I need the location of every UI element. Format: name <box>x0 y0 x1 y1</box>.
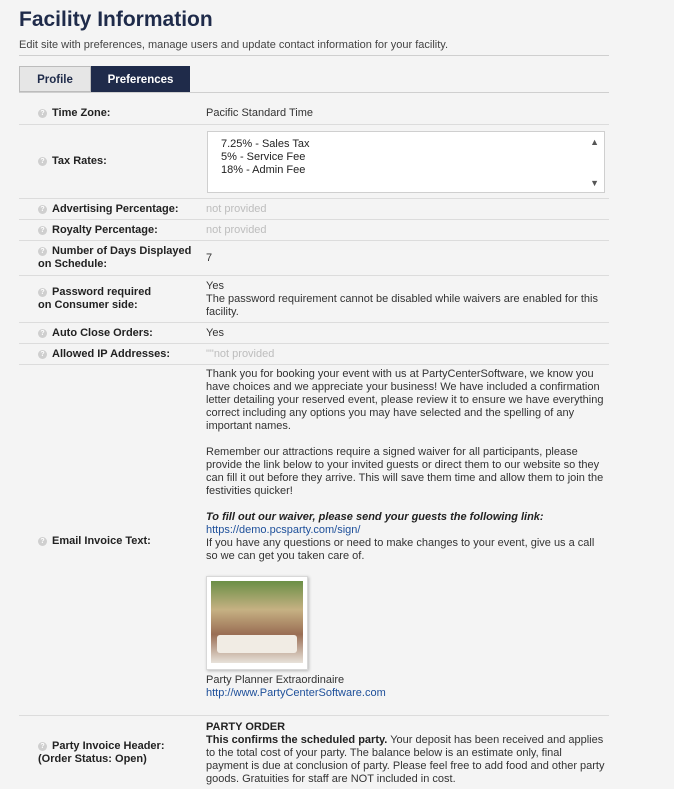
auto-close-value: Yes <box>206 327 224 339</box>
row-label: ? Tax Rates: <box>38 155 198 168</box>
help-icon[interactable]: ? <box>38 537 47 546</box>
row-label: ? Party Invoice Header: (Order Status: Open) <box>38 740 165 765</box>
tab-divider <box>19 92 609 93</box>
tax-rates-lines <box>221 138 309 177</box>
party-photo <box>206 576 308 670</box>
row-label: ? Number of Days Displayed on Schedule: <box>38 245 192 270</box>
row-label: ? Allowed IP Addresses: <box>38 348 198 361</box>
time-zone-value: Pacific Standard Time <box>206 107 313 119</box>
tax-rate-item: 7.25% - Sales Tax <box>221 138 310 150</box>
email-invoice-body <box>206 368 606 700</box>
tax-rate-item: 18% - Admin Fee <box>221 164 306 176</box>
help-icon[interactable]: ? <box>38 205 47 214</box>
allowed-ip-value: ""not provided <box>206 348 275 360</box>
tax-rates-listbox[interactable] <box>207 131 605 193</box>
row-auto-close-orders <box>19 323 609 344</box>
row-label: ? Advertising Percentage: <box>38 203 198 216</box>
help-icon[interactable]: ? <box>38 350 47 359</box>
tab-profile[interactable]: Profile <box>19 66 91 92</box>
row-days-displayed <box>19 241 609 276</box>
row-password-required <box>19 276 609 323</box>
help-icon[interactable]: ? <box>38 226 47 235</box>
password-value: Yes The password requirement cannot be disabled while waivers are enabled for this facility. <box>206 280 606 319</box>
advertising-value: not provided <box>206 203 267 215</box>
row-email-invoice-text <box>19 365 609 716</box>
row-label: ? Royalty Percentage: <box>38 224 198 237</box>
password-note: The password requirement cannot be disabled while waivers are enabled for this facility. <box>206 293 598 318</box>
help-icon[interactable]: ? <box>38 742 47 751</box>
scroll-up-icon[interactable]: ▲ <box>590 137 599 147</box>
email-paragraph: Remember our attractions require a signed waiver for all participants, please provide the link below to your invited guests or direct them to our website so they can fill it out before they arrive. This will save them time and allow them to join the festivities quicker! <box>206 446 604 497</box>
row-label: ? Auto Close Orders: <box>38 327 198 340</box>
signature-link[interactable]: http://www.PartyCenterSoftware.com <box>206 687 386 699</box>
party-invoice-body: PARTY ORDER This confirms the scheduled party. Your deposit has been received and applies to the total cost of your party. The balance below is an estimate only, final payment is due at conclusion of party. Please feel free to add food and other party goods. Gratuities for staff are NOT included in cost. <box>206 721 605 785</box>
help-icon[interactable]: ? <box>38 329 47 338</box>
tax-rate-item: 5% - Service Fee <box>221 151 306 163</box>
help-icon[interactable]: ? <box>38 288 47 297</box>
row-tax-rates <box>19 125 609 199</box>
row-advertising-percentage <box>19 199 609 220</box>
royalty-value: not provided <box>206 224 267 236</box>
help-icon[interactable]: ? <box>38 247 47 256</box>
row-time-zone <box>19 101 609 125</box>
tab-bar <box>19 66 190 92</box>
page-title: Facility Information <box>19 8 213 31</box>
row-royalty-percentage <box>19 220 609 241</box>
tab-preferences[interactable]: Preferences <box>91 66 190 92</box>
waiver-heading: To fill out our waiver, please send your guests the following link: <box>206 511 544 523</box>
row-label: ? Password required on Consumer side: <box>38 286 152 311</box>
email-paragraph: Thank you for booking your event with us at PartyCenterSoftware, we know you have choices and we appreciate your business! We have included a confirmation letter detailing your reserved event, please review it to ensure we have everything correct including any options you may have selected and the spelling of any important names. <box>206 368 604 432</box>
signature-name: Party Planner Extraordinaire <box>206 674 345 686</box>
scroll-down-icon[interactable]: ▼ <box>590 178 599 188</box>
row-label: ? Email Invoice Text: <box>38 535 198 548</box>
days-displayed-value: 7 <box>206 252 213 264</box>
row-allowed-ip-addresses <box>19 344 609 365</box>
page-subtitle: Edit site with preferences, manage users and update contact information for your facility. <box>19 39 449 51</box>
help-icon[interactable]: ? <box>38 109 47 118</box>
help-icon[interactable]: ? <box>38 157 47 166</box>
waiver-link[interactable]: https://demo.pcsparty.com/sign/ <box>206 524 361 536</box>
row-label: ? Time Zone: <box>38 107 198 120</box>
header-divider <box>19 55 609 56</box>
party-order-heading: PARTY ORDER <box>206 721 286 733</box>
row-party-invoice-header <box>19 716 609 789</box>
email-paragraph: If you have any questions or need to make changes to your event, give us a call so we can get you taken care of. <box>206 537 595 562</box>
